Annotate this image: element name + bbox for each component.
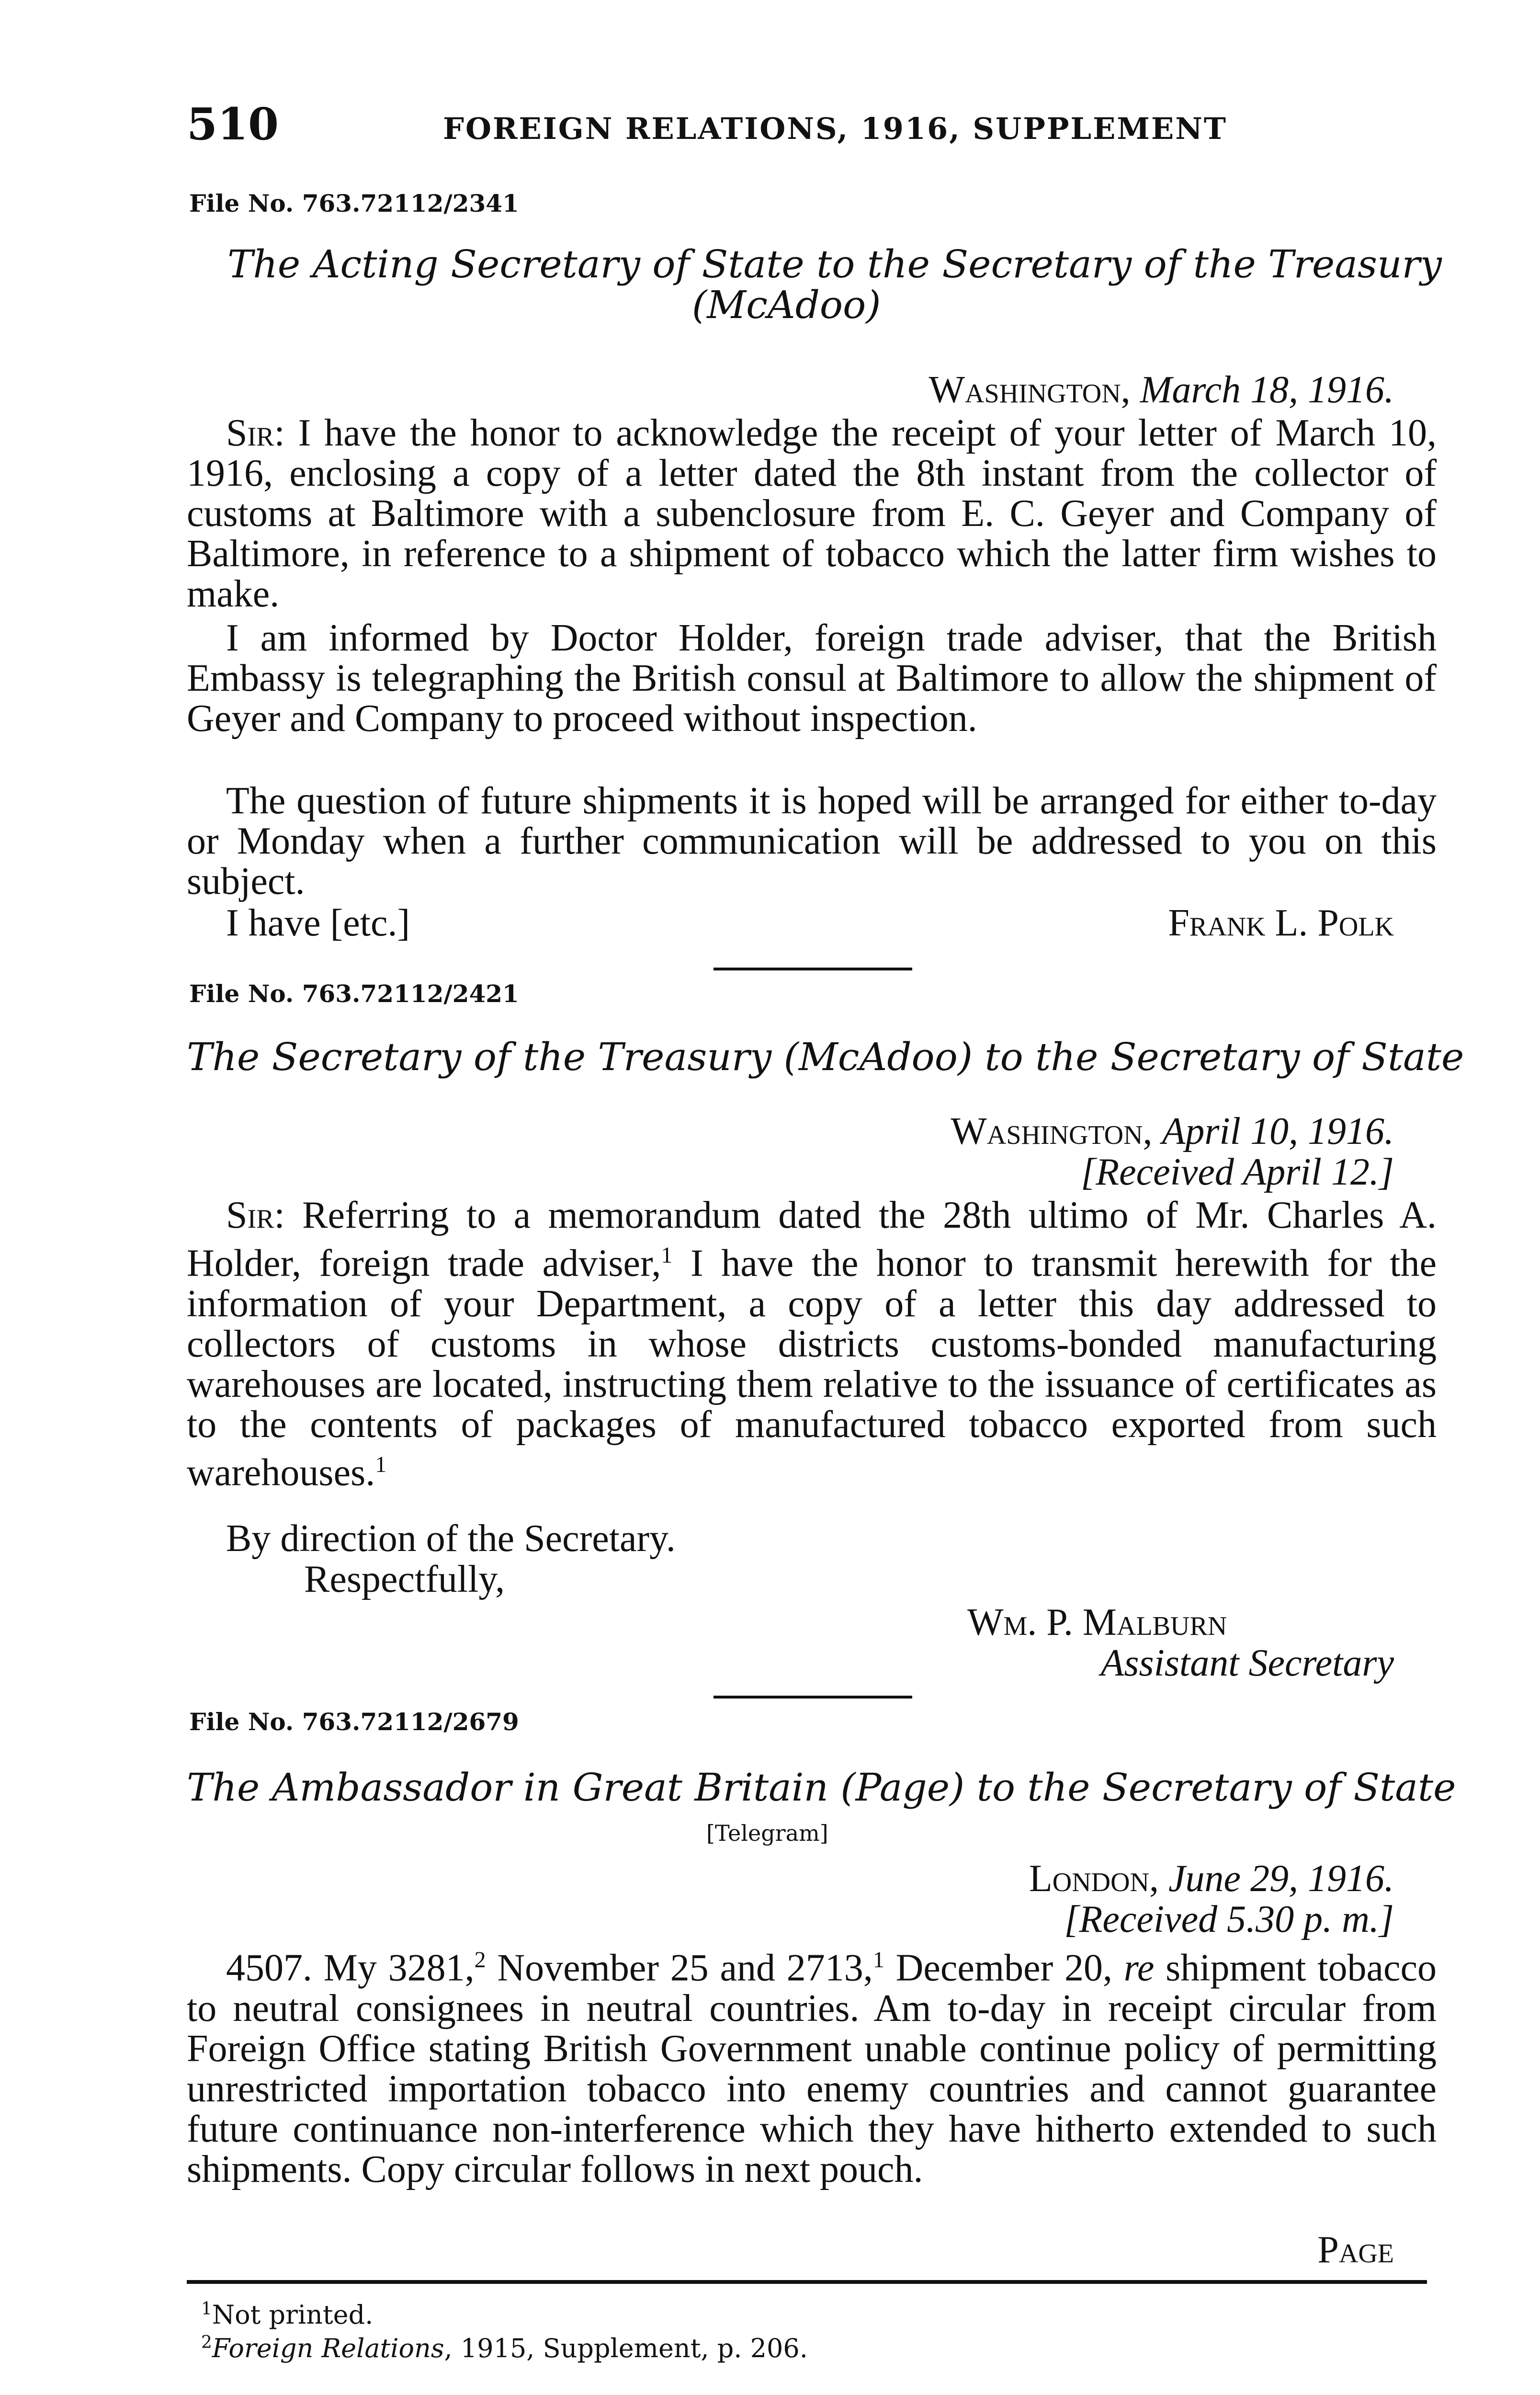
doc2-received: [Received April 12.] (1081, 1151, 1394, 1193)
doc2-paragraph-1 (187, 1195, 1437, 1493)
doc3-signature: Page (1317, 2229, 1394, 2271)
doc3-paragraph-1-re: re (1123, 1947, 1155, 1989)
doc1-file-number: File No. 763.72112/2341 (189, 189, 519, 217)
doc2-signature: Wm. P. Malburn (967, 1601, 1227, 1643)
page-number: 510 (187, 98, 279, 150)
doc2-footnote-ref-2: 1 (375, 1451, 387, 1477)
doc3-paragraph-1 (187, 1940, 1437, 2190)
doc2-dateline-date: April 10, 1916. (1162, 1110, 1394, 1152)
doc1-dateline-place: Washington, (929, 369, 1131, 411)
doc3-telegram-label: [Telegram] (706, 1820, 828, 1846)
doc1-paragraph-1-text: I have the honor to acknowledge the receipt of your letter of March 10, 1916, enclosing a copy of a letter dated the 8th instant from the collector of customs at Baltimore with a subenclosure from E. C. Geyer and Company of Baltimore, in reference to a shipment of tobacco which the latter firm wishes to make. (187, 412, 1437, 615)
doc3-dateline-date: June 29, 1916. (1168, 1858, 1394, 1900)
doc2-dateline (951, 1111, 1394, 1152)
doc2-title: The Secretary of the Treasury (McAdoo) to the Secretary of State (187, 1035, 1464, 1079)
doc3-paragraph-1-text-a: 4507. My 3281, (226, 1947, 475, 1989)
doc2-closing: Respectfully, (304, 1558, 505, 1600)
doc2-file-number: File No. 763.72112/2421 (189, 980, 519, 1008)
footnote-1 (201, 2299, 373, 2330)
doc1-title-line1: The Acting Secretary of State to the Secretary of the Treasury (227, 242, 1442, 286)
doc1-paragraph-1 (187, 413, 1437, 614)
doc1-dateline-date: March 18, 1916. (1140, 369, 1394, 411)
doc3-dateline (1029, 1859, 1394, 1899)
section-divider (713, 1696, 912, 1699)
footnote-2-text: , 1915, Supplement, p. 206. (444, 2333, 808, 2363)
doc3-footnote-ref-1: 1 (872, 1947, 884, 1973)
section-divider (713, 968, 912, 970)
footnote-2-italic: Foreign Relations (212, 2333, 444, 2363)
footnote-2-mark: 2 (201, 2333, 212, 2352)
doc2-paragraph-1-text-b: I have the honor to transmit herewith for the information of your Department, a copy of a letter this day addressed to collectors of customs in whose districts customs-bonded manufacturing warehouses are located, instructing them relative to the issuance of certificates as to the contents of packages of manufactured tobacco exported from such warehouses. (187, 1242, 1437, 1494)
doc2-footnote-ref-1: 1 (661, 1243, 673, 1268)
doc1-paragraph-3: The question of future shipments it is hoped will be arranged for either to-day or Monday when a further communication will be addressed to you on this subject. (187, 780, 1437, 902)
doc2-paragraph-1-text-a: Referring to a memorandum dated the 28th ultimo of Mr. Charles A. Holder, foreign trade adviser, (187, 1194, 1437, 1285)
doc3-dateline-place: London, (1029, 1858, 1159, 1900)
doc3-paragraph-1-text-b: November 25 and 2713, (486, 1947, 873, 1989)
doc1-closing: I have [etc.] (226, 902, 410, 944)
doc2-salutation: Sir: (226, 1194, 285, 1236)
doc1-title-line2: (McAdoo) (692, 283, 881, 327)
doc3-file-number: File No. 763.72112/2679 (189, 1708, 519, 1736)
doc3-paragraph-1-text-c: December 20, (884, 1947, 1124, 1989)
doc3-paragraph-1-text-d: shipment tobacco to neutral consignees in neutral countries. Am to-day in receipt circular from Foreign Office stating British Government unable continue policy of permitting unrestricted importation tobacco into enemy countries and cannot guarantee future continuance non-interference which they have hitherto extended to such shipments. Copy circular follows in next pouch. (187, 1947, 1437, 2190)
doc1-salutation: Sir: (226, 412, 285, 454)
footnote-1-mark: 1 (201, 2299, 212, 2319)
doc3-footnote-ref-2: 2 (474, 1947, 486, 1973)
doc1-signature: Frank L. Polk (1168, 902, 1394, 944)
running-title: FOREIGN RELATIONS, 1916, SUPPLEMENT (443, 111, 1228, 146)
doc1-dateline (929, 370, 1394, 410)
doc2-paragraph-2: By direction of the Secretary. (226, 1517, 676, 1560)
footnote-rule (187, 2280, 1427, 2284)
doc3-received: [Received 5.30 p. m.] (1064, 1898, 1394, 1940)
doc2-dateline-place: Washington, (951, 1110, 1153, 1152)
doc3-title: The Ambassador in Great Britain (Page) to the Secretary of State (187, 1765, 1456, 1810)
doc1-paragraph-2: I am informed by Doctor Holder, foreign trade adviser, that the British Embassy is telegraphing the British consul at Baltimore to allow the shipment of Geyer and Company to proceed without inspection. (187, 617, 1437, 740)
footnote-1-text: Not printed. (212, 2300, 374, 2330)
footnote-2 (201, 2333, 808, 2363)
doc2-signature-title: Assistant Secretary (1100, 1642, 1394, 1684)
